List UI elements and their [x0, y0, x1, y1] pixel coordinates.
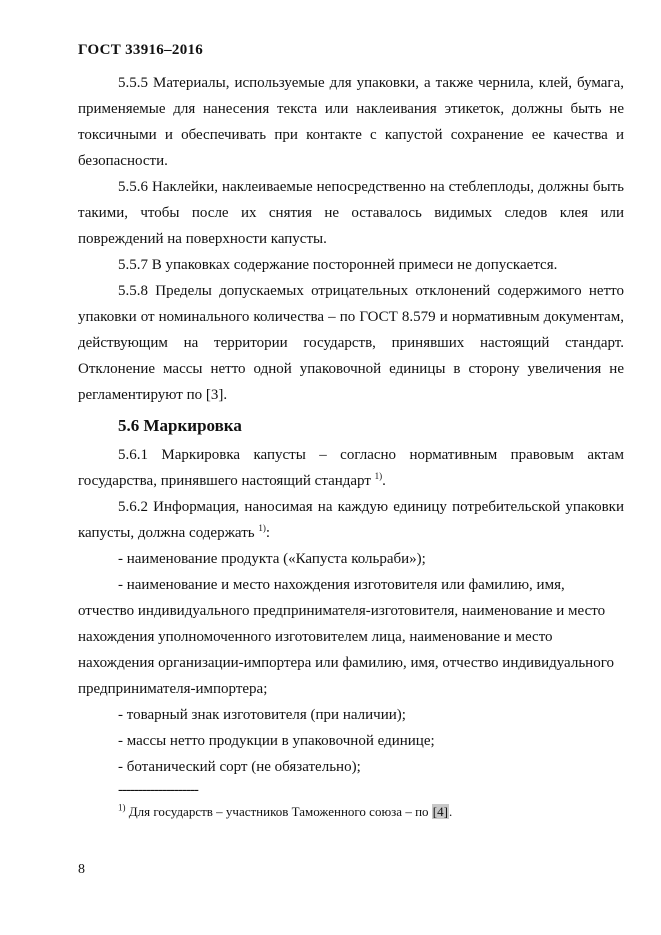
paragraph-tail: :	[265, 525, 271, 541]
document-body	[78, 70, 624, 822]
footnote	[78, 802, 624, 822]
footnote-reference[interactable]: [4]	[432, 804, 448, 819]
page-number: 8	[78, 862, 85, 877]
paragraph-5-6-2	[78, 494, 624, 546]
footnote-separator: --------------------	[118, 782, 198, 798]
footnote-marker: 1)	[374, 471, 383, 481]
footnote-text: Для государств – участников Таможенного союза – по	[125, 804, 432, 819]
list-item: - ботанический сорт (не обязательно);	[118, 759, 361, 775]
list-item: - наименование и место нахождения изготовителя или фамилию, имя, отчество индивидуального предпринимателя-изготовителя, наименование и место нахождения уполномоченного изготовителем лица, наименование и место нахождения организации-импортера или фамилию, имя, отчество индивидуального предпринимателя-импортера;	[78, 577, 614, 697]
footnote-tail: .	[448, 804, 453, 819]
paragraph-5-5-5: 5.5.5 Материалы, используемые для упаковки, а также чернила, клей, бумага, применяемые для нанесения текста или наклеивания этикеток, должны быть не токсичными и обеспечивать при контакте с капустой сохранение ее качества и безопасности.	[78, 75, 624, 169]
list-item: - наименование продукта («Капуста кольраби»);	[118, 551, 426, 567]
paragraph-5-5-8: 5.5.8 Пределы допускаемых отрицательных отклонений содержимого нетто упаковки от номинального количества – по ГОСТ 8.579 и нормативным документам, действующим на территории государств, принявших настоящий стандарт. Отклонение массы нетто одной упаковочной единицы в сторону увеличения не регламентируют по [3].	[78, 283, 624, 403]
paragraph-tail: .	[382, 473, 386, 489]
footnote-marker: 1)	[258, 523, 266, 533]
document-header: ГОСТ 33916–2016	[78, 42, 204, 58]
section-heading: 5.6 Маркировка	[118, 416, 242, 435]
footnote-mark: 1)	[118, 802, 126, 813]
paragraph-5-5-7: 5.5.7 В упаковках содержание посторонней примеси не допускается.	[118, 257, 558, 273]
paragraph-text: 5.6.1 Маркировка капусты – согласно нормативным правовым актам государства, принявшего настоящий стандарт	[78, 447, 624, 489]
paragraph-5-5-6: 5.5.6 Наклейки, наклеиваемые непосредственно на стеблеплоды, должны быть такими, чтобы после их снятия не оставалось видимых следов клея или повреждений на поверхности капусты.	[78, 179, 624, 247]
paragraph-5-6-1	[78, 442, 624, 494]
list-item: - массы нетто продукции в упаковочной единице;	[118, 733, 435, 749]
paragraph-text: 5.6.2 Информация, наносимая на каждую единицу потребительской упаковки капусты, должна содержать	[78, 499, 624, 541]
list-item: - товарный знак изготовителя (при наличии);	[118, 707, 406, 723]
